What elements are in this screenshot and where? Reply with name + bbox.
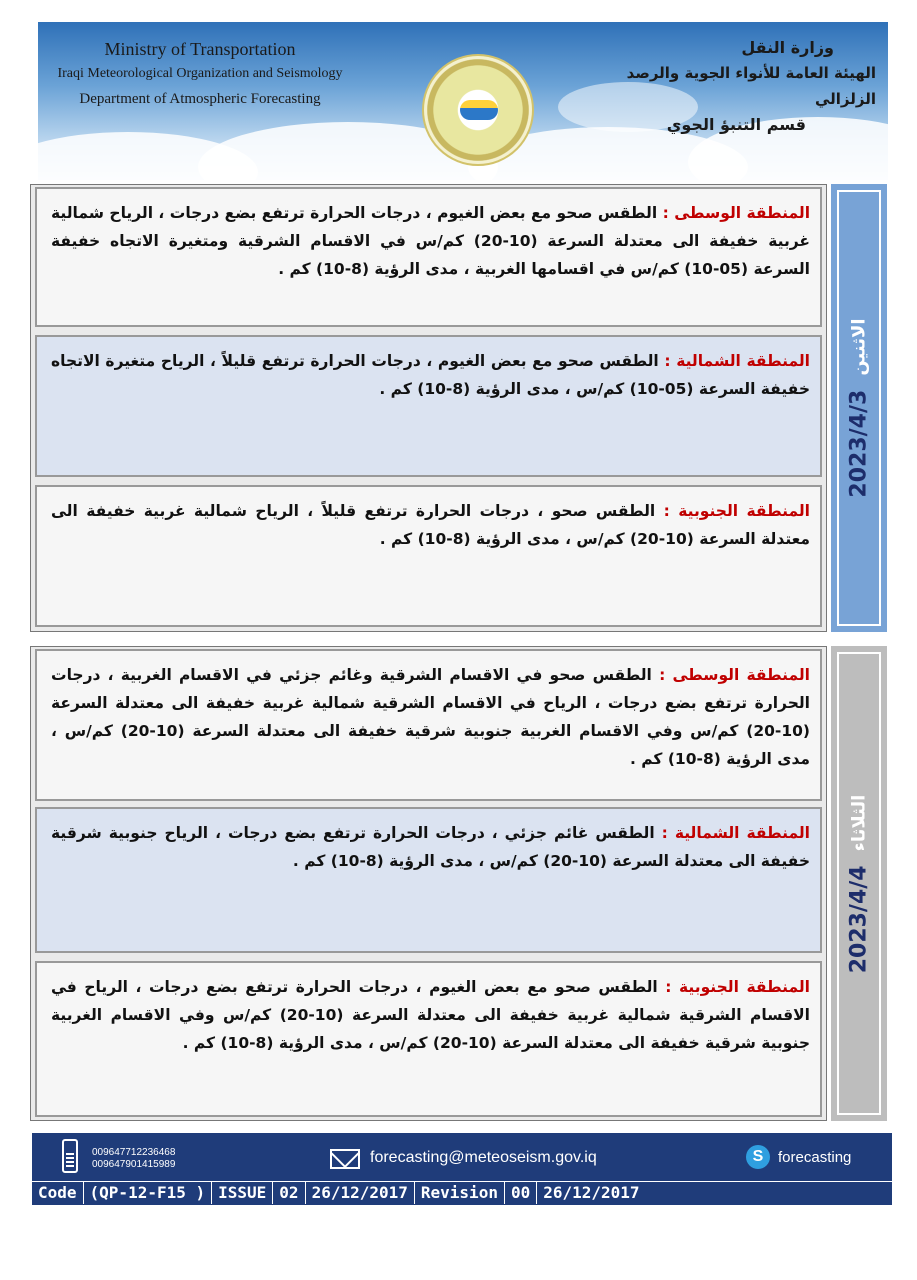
issue-value: 02 (273, 1182, 305, 1204)
organization-name-ar: الهيئة العامة للأنواء الجوية والرصد الزلزالي (626, 64, 876, 108)
header-banner (38, 22, 888, 180)
region-forecast-text: الطقس صحو مع بعض الغيوم ، درجات الحرارة ترتفع بضع درجات ، الرياح في الاقسام الشرقية شمالية غربية خفيفة الى معتدلة السرعة (10-20) كم/س وفي الاقسام الغربية جنوبية شرقية خفيفة الى معتدلة السرعة (10-20) كم/س ، مدى الرؤية (8-10) كم . (51, 978, 810, 1052)
regions-panel (30, 184, 827, 632)
region-label: المنطقة الوسطى : (662, 204, 811, 222)
weather-emblem-icon (460, 100, 498, 120)
region-label: المنطقة الشمالية : (661, 824, 810, 842)
region-label: المنطقة الشمالية : (664, 352, 810, 370)
region-label: المنطقة الوسطى : (659, 666, 810, 684)
code-value: (QP-12-F15 ) (84, 1182, 213, 1204)
revision-date: 26/12/2017 (543, 1183, 640, 1202)
english-heading (50, 36, 350, 112)
regions-panel (30, 646, 827, 1121)
region-forecast-text: الطقس صحو مع بعض الغيوم ، درجات الحرارة ترتفع قليلاً ، الرياح متغيرة الاتجاه خفيفة السرعة (05-10) كم/س ، مدى الرؤية (8-10) كم . (51, 352, 810, 398)
date-column (831, 646, 887, 1121)
issue-label: ISSUE (212, 1182, 273, 1204)
region-central (35, 649, 822, 801)
region-forecast-text: الطقس صحو مع بعض الغيوم ، درجات الحرارة ترتفع بضع درجات ، الرياح شمالية غربية خفيفة الى معتدلة السرعة (10-20) كم/س في الاقسام الشرقية ومتغيرة الاتجاه خفيفة السرعة (05-10) كم/س في اقسامها الغربية ، مدى الرؤية (8-10) كم . (51, 204, 811, 278)
revision-label: Revision (415, 1182, 505, 1204)
region-south (35, 961, 822, 1117)
arabic-heading (606, 36, 876, 138)
organization-name-en: Iraqi Meteorological Organization and Seismology (57, 66, 343, 81)
forecast-day-name: الاثنين (848, 318, 870, 376)
revision-value: 00 (505, 1182, 537, 1204)
region-label: المنطقة الجنوبية : (665, 978, 810, 996)
code-label: Code (32, 1182, 84, 1204)
forecast-day-2 (30, 646, 887, 1121)
region-forecast-text: الطقس صحو ، درجات الحرارة ترتفع قليلاً ، الرياح شمالية غربية خفيفة الى معتدلة السرعة (10-20) كم/س ، مدى الرؤية (8-10) كم . (51, 502, 810, 548)
organization-logo (422, 54, 534, 166)
phone-icon (62, 1139, 78, 1173)
region-north (35, 807, 822, 953)
forecast-day-1 (30, 184, 887, 632)
phone-number-2: 009647901415989 (92, 1159, 176, 1170)
ministry-name-ar: وزارة النقل (741, 38, 834, 57)
skype-handle[interactable]: forecasting (778, 1149, 852, 1166)
footer-bar (32, 1133, 892, 1205)
region-south (35, 485, 822, 627)
issue-date: 26/12/2017 (306, 1182, 415, 1204)
phone-numbers (92, 1147, 175, 1171)
mail-icon (330, 1149, 360, 1169)
forecast-day-name: الثلاثاء (848, 794, 870, 851)
department-name-ar: قسم التنبؤ الجوي (666, 115, 806, 134)
email-link[interactable]: forecasting@meteoseism.gov.iq (370, 1149, 597, 1166)
ministry-name-en: Ministry of Transportation (104, 39, 296, 59)
department-name-en: Department of Atmospheric Forecasting (79, 91, 321, 107)
region-forecast-text: الطقس صحو في الاقسام الشرقية وغائم جزئي في الاقسام الغربية ، درجات الحرارة ترتفع بضع درجات ، الرياح في الاقسام الشرقية شمالية غربية خفيفة الى معتدلة السرعة (10-20) كم/س وفي الاقسام الغربية جنوبية شرقية خفيفة الى معتدلة السرعة (10-20) كم/س ، مدى الرؤية (8-10) كم . (51, 666, 810, 768)
region-central (35, 187, 822, 327)
region-north (35, 335, 822, 477)
forecast-date: 2023/4/3 (846, 389, 872, 498)
region-label: المنطقة الجنوبية : (663, 502, 810, 520)
phone-number-1: 009647712236468 (92, 1147, 176, 1158)
document-control-bar (32, 1181, 892, 1204)
date-column (831, 184, 887, 632)
region-forecast-text: الطقس غائم جزئي ، درجات الحرارة ترتفع بضع درجات ، الرياح جنوبية شرقية خفيفة الى معتدلة السرعة (10-20) كم/س ، مدى الرؤية (8-10) كم . (51, 824, 810, 870)
skype-icon: S (746, 1145, 770, 1169)
forecast-date: 2023/4/4 (846, 864, 872, 973)
